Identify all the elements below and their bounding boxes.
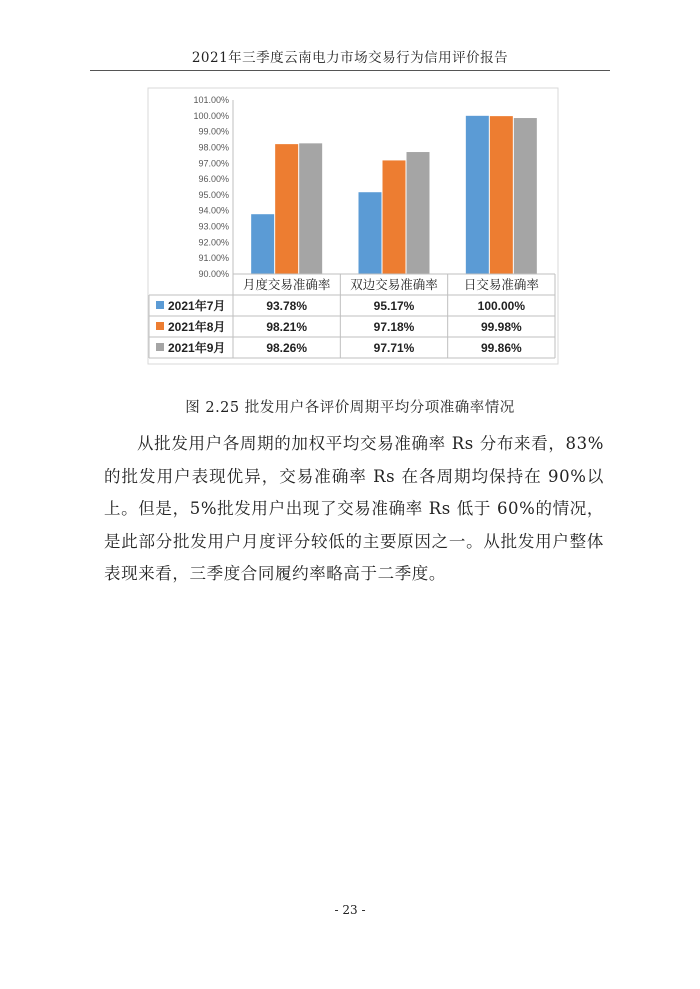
y-tick-label: 98.00% — [198, 142, 229, 153]
figure-caption: 图 2.25 批发用户各评价周期平均分项准确率情况 — [185, 400, 515, 416]
data-label: 98.21% — [266, 320, 308, 334]
y-tick-label: 97.00% — [198, 158, 229, 169]
y-tick-label: 90.00% — [198, 269, 229, 279]
y-tick-label: 99.00% — [198, 126, 229, 137]
y-tick-label: 93.00% — [198, 221, 229, 232]
bar — [251, 214, 274, 274]
data-label: 98.26% — [266, 341, 308, 355]
bar — [383, 160, 406, 274]
body-paragraph: 从批发用户各周期的加权平均交易准确率 Rs 分布来看，83%的批发用户表现优异，交易准确率 Rs 在各周期均保持在 90%以上。但是，5%批发用户出现了交易准确率 Rs 低于 60%的情况，是此部分批发用户月度评分较低的主要原因之一。从批发用户整体表现来看，三季度合同履约率略高于二季度。 — [104, 434, 604, 584]
y-tick-label: 92.00% — [198, 237, 229, 248]
body-text — [104, 428, 604, 591]
y-tick-label: 96.00% — [198, 174, 229, 185]
data-label: 100.00% — [477, 299, 526, 313]
y-tick-label: 100.00% — [193, 110, 229, 121]
bar — [514, 118, 537, 274]
legend-label: 2021年8月 — [168, 320, 226, 334]
report-title: 2021年三季度云南电力市场交易行为信用评价报告 — [191, 50, 509, 66]
category-label: 月度交易准确率 — [242, 277, 331, 292]
bar — [275, 144, 298, 274]
bar — [359, 192, 382, 274]
y-tick-label: 101.00% — [193, 95, 229, 105]
bar — [466, 116, 489, 274]
y-tick-label: 91.00% — [198, 253, 229, 264]
bar — [299, 143, 322, 274]
legend-label: 2021年9月 — [168, 341, 226, 355]
data-label: 97.18% — [373, 320, 415, 334]
category-label: 双边交易准确率 — [350, 277, 438, 292]
legend-label: 2021年7月 — [168, 299, 226, 313]
y-tick-label: 95.00% — [198, 189, 229, 200]
legend-key — [156, 301, 164, 309]
accuracy-bar-chart — [0, 0, 700, 380]
data-label: 99.86% — [480, 341, 522, 355]
legend-key — [156, 322, 164, 330]
data-label: 99.98% — [480, 320, 522, 334]
data-label: 93.78% — [266, 299, 308, 313]
data-label: 97.71% — [373, 341, 415, 355]
category-label: 日交易准确率 — [463, 277, 539, 292]
page-number: - 23 - — [334, 903, 366, 917]
bar — [407, 152, 430, 274]
bar — [490, 116, 513, 274]
legend-key — [156, 343, 164, 351]
y-tick-label: 94.00% — [198, 205, 229, 216]
data-label: 95.17% — [373, 299, 415, 313]
